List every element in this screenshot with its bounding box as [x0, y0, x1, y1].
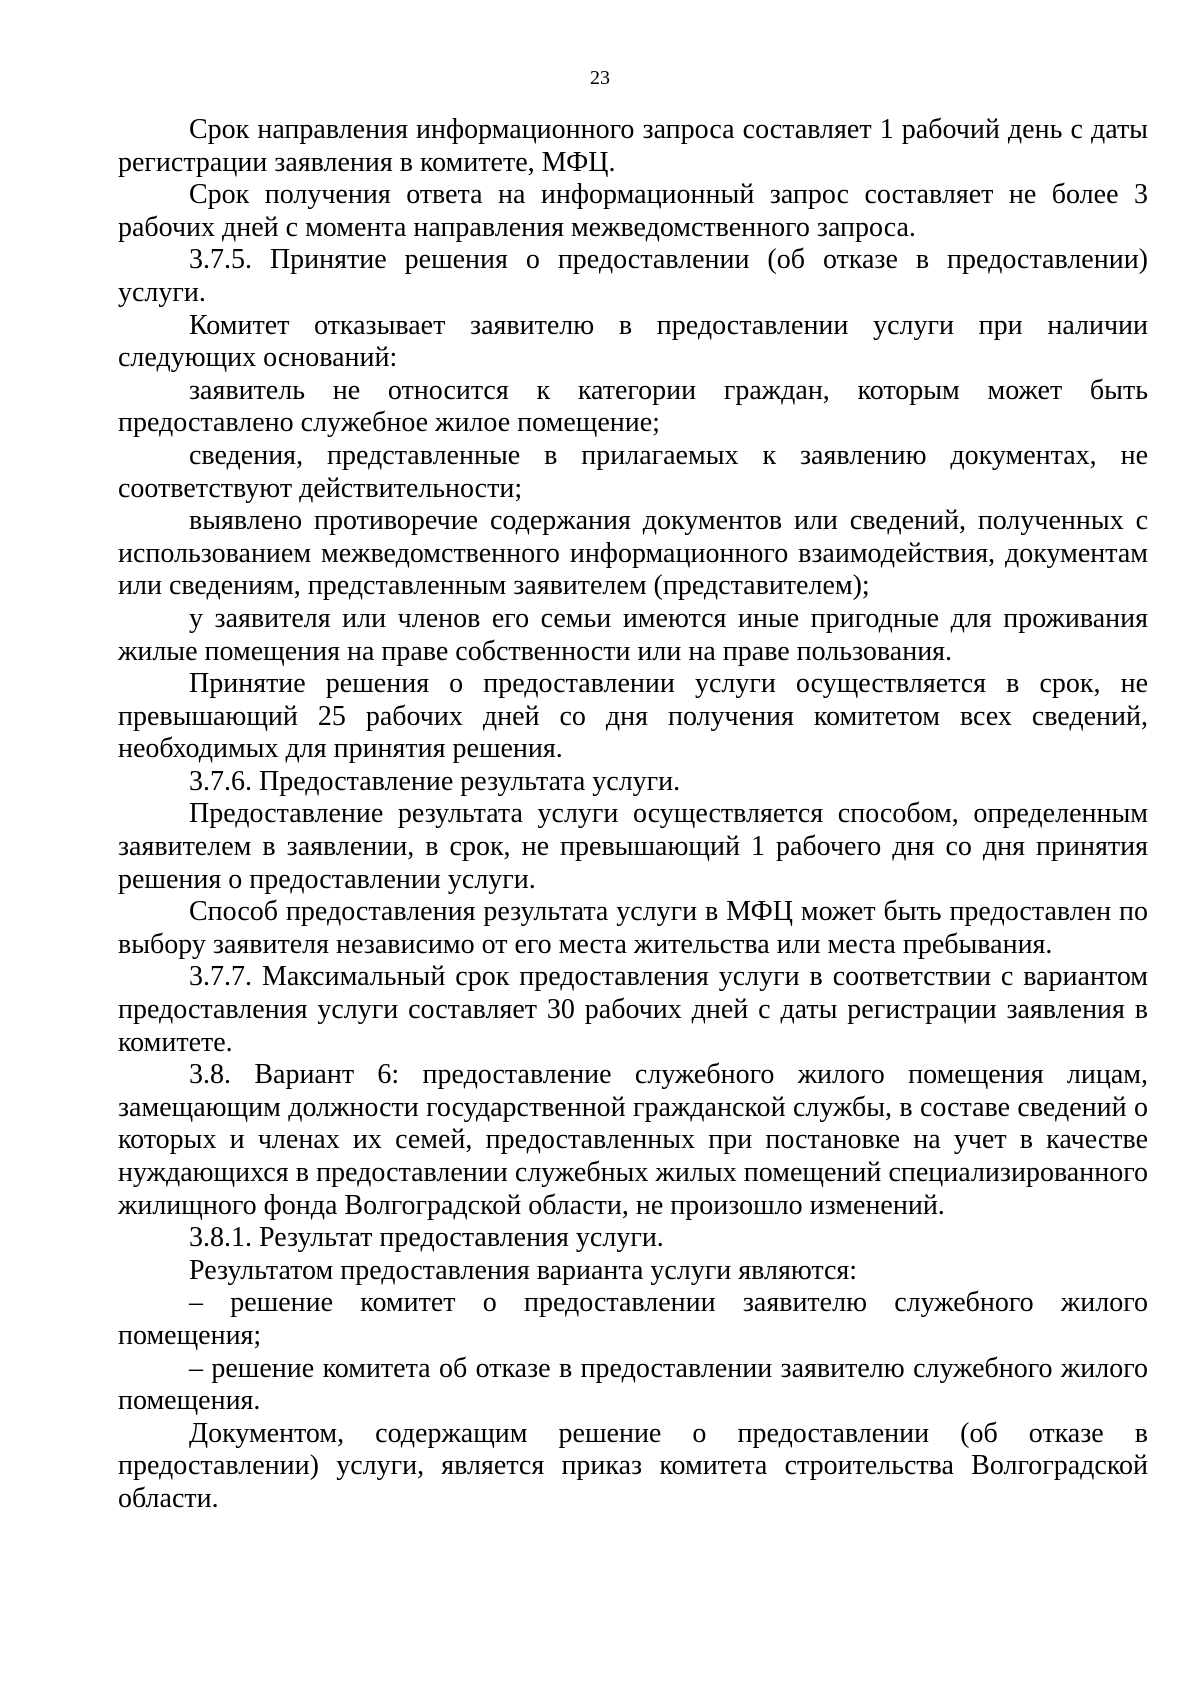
paragraph-response-deadline: Срок получения ответа на информационный запрос составляет не более 3 рабочих дней с момента направления межведомственного запроса. — [118, 179, 1148, 243]
refusal-ground-item: сведения, представленные в прилагаемых к заявлению документах, не соответствуют действительности; — [118, 439, 1148, 504]
paragraph-results-intro: Результатом предоставления варианта услуги являются: — [189, 1254, 858, 1286]
refusal-ground-item: выявлено противоречие содержания документов или сведений, полученных с использованием межведомственного информационного взаимодействия, документам или сведениям, представленным заявителем (представителем); — [118, 505, 1148, 602]
section-heading-3-8: 3.8. Вариант 6: предоставление служебного жилого помещения лицам, замещающим должности государственной гражданской службы, в составе сведений о которых и членах их семей, предоставленных при постановке на учет в качестве нуждающихся в предоставлении служебных жилых помещений специализированного жилищного фонда Волгоградской области, не произошло изменений. — [118, 1059, 1148, 1221]
page-number: 23 — [590, 67, 610, 89]
result-list-item: – решение комитета об отказе в предоставлении заявителю служебного жилого помещения. — [118, 1352, 1148, 1417]
section-heading-3-8-1: 3.8.1. Результат предоставления услуги. — [189, 1222, 664, 1254]
refusal-ground-item: заявитель не относится к категории граждан, которым может быть предоставлено служебное жилое помещение; — [118, 374, 1148, 439]
refusal-ground-item: у заявителя или членов его семьи имеются иные пригодные для проживания жилые помещения на праве собственности или на праве пользования. — [118, 602, 1148, 667]
result-list-item: – решение комитет о предоставлении заявителю служебного жилого помещения; — [118, 1287, 1148, 1351]
paragraph-mfc-delivery: Способ предоставления результата услуги в МФЦ может быть предоставлен по выбору заявителя независимо от его места жительства или места пребывания. — [118, 896, 1148, 960]
section-heading-3-7-5: 3.7.5. Принятие решения о предоставлении (об отказе в предоставлении) услуги. — [118, 244, 1148, 308]
paragraph-request-deadline: Срок направления информационного запроса составляет 1 рабочий день с даты регистрации заявления в комитете, МФЦ. — [118, 114, 1148, 178]
section-heading-3-7-7: 3.7.7. Максимальный срок предоставления услуги в соответствии с вариантом предоставления услуги составляет 30 рабочих дней с даты регистрации заявления в комитете. — [118, 961, 1148, 1058]
paragraph-result-delivery: Предоставление результата услуги осуществляется способом, определенным заявителем в заявлении, в срок, не превышающий 1 рабочего дня со дня принятия решения о предоставлении услуги. — [118, 798, 1148, 895]
paragraph-refusal-grounds: Комитет отказывает заявителю в предоставлении услуги при наличии следующих оснований: — [118, 309, 1148, 374]
paragraph-decision-deadline: Принятие решения о предоставлении услуги осуществляется в срок, не превышающий 25 рабочих дней со дня получения комитетом всех сведений, необходимых для принятия решения. — [118, 668, 1148, 765]
document-body — [118, 114, 1148, 1516]
section-heading-3-7-6: 3.7.6. Предоставление результата услуги. — [189, 765, 681, 797]
paragraph-decision-document: Документом, содержащим решение о предоставлении (об отказе в предоставлении) услуги, является приказ комитета строительства Волгоградской области. — [118, 1417, 1148, 1514]
